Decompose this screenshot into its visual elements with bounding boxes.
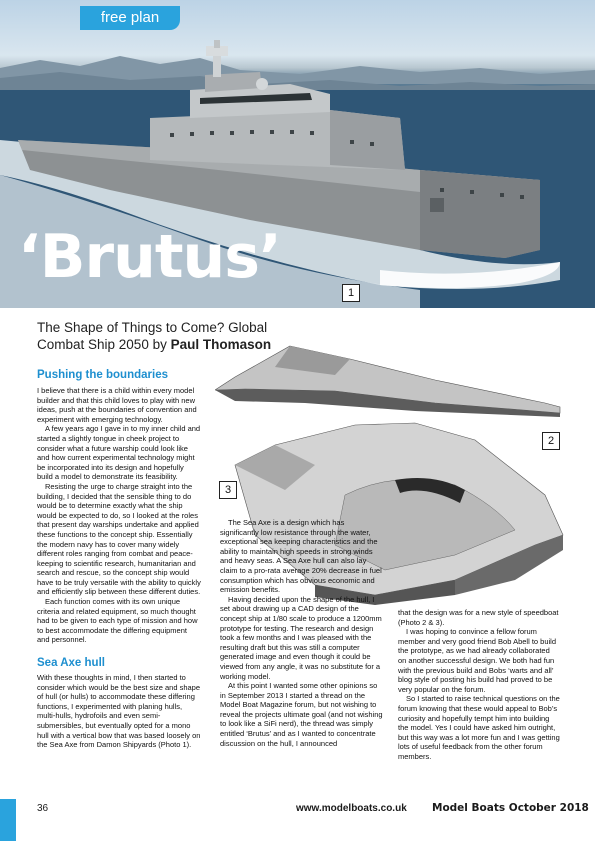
heading-sea-axe-hull: Sea Axe hull	[37, 657, 105, 669]
magazine-issue: Model Boats October 2018	[432, 802, 589, 814]
col1-paragraph: Resisting the urge to charge straight into the building, I decided that the sensible thing to do would be to determine exactly what the ship would be expected to do, so I looked at the roles that present day warships undertake and applied these functions to the concept ship. Essentially the modern navy has to cover many widely different roles ranging from combat and peace-keeping to scientific research, humanitarian and search and rescue, so the concept ship would have to be truly versatile with the ability to quickly and efficiently slip between these different duties.	[37, 481, 201, 597]
col2-paragraph: The Sea Axe is a design which has significantly low resistance through the water, exceptional sea keeping characteristics and the ability to maintain high speeds in strong winds and heavy seas. A Sea Axe hull can also lay claim to a pro-rata average 20% decrease in fuel consumption which has obvious economic and emission benefits.	[220, 518, 382, 595]
body-column-2	[220, 518, 384, 748]
page-number: 36	[37, 803, 49, 814]
body-column-1b	[37, 673, 201, 750]
photo-label-2: 2	[542, 432, 560, 450]
col3-paragraph: that the design was for a new style of speedboat (Photo 2 & 3).	[398, 608, 559, 627]
deck-text: The Shape of Things to Come? Global Combat Ship 2050 by	[37, 320, 268, 352]
hull-drawing-figure-2	[215, 346, 560, 417]
col3-paragraph: I was hoping to convince a fellow forum member and very good friend Bob Abell to build the prototype, as we had already collaborated on another successful design. We both had fun with the previous build and Bobs ‘warts and all’ blog style of posting his build had proved to be very popular on the forum.	[398, 627, 557, 694]
body-column-3	[398, 608, 560, 762]
col2-paragraph: Having decided upon the shape of the hull, I set about drawing up a CAD design of the concept ship at 1/80 scale to produce a 1200mm prototype for testing. The research and design took a few months and I was pleased with the resulting draft but this was still a computer generated image and even though it could be viewed from any angle, it was no substitute for a working model.	[220, 594, 382, 681]
col2-paragraph: At this point I wanted some other opinions so in September 2013 I started a thread on the Model Boat Magazine forum, but not wishing to reveal the projects ultimate goal (and not wishing to look like a SiFi nerd), the thread was simply entitled ‘Brutus’ and as I wanted to concentrate discussion on the hull, I announced	[220, 681, 383, 748]
footer-accent-bar	[0, 799, 16, 841]
hero-photo	[0, 0, 595, 308]
col1-paragraph: A few years ago I gave in to my inner child and started a slightly tongue in cheek project to consider what a future warship could look like and how current experimental technology might be incorporated into its design and hopefully build a model to demonstrate its feasibility.	[37, 424, 201, 482]
col1-paragraph: With these thoughts in mind, I then started to consider which would be the best size and shape of hull (or hulls) to accommodate these differing functions, I experimented with planing hulls, multi-hulls, hydrofoils and even semi-submersibles, but eventually opted for a mono hull with a vertical bow that was based loosely on the Sea Axe from Damon Shipyards (Photo 1).	[37, 673, 201, 750]
website-url[interactable]: www.modelboats.co.uk	[296, 803, 407, 814]
section-tag: free plan	[80, 6, 180, 30]
photo-label-1: 1	[342, 284, 360, 302]
col3-paragraph: So I started to raise technical questions on the forum knowing that these would appeal to Bob’s curiosity and hopefully tempt him into building the model. Yes I could have asked him outright, but this way was a lot more fun and I was getting lots of useful feedback from the other forum members.	[398, 694, 560, 761]
author-name: Paul Thomason	[170, 337, 272, 352]
photo-label-3: 3	[219, 481, 237, 499]
body-column-1	[37, 386, 201, 645]
article-title: ‘Brutus’	[18, 222, 281, 292]
col1-paragraph: I believe that there is a child within every model builder and that this child loves to play with new ideas, push at the boundaries of convention and experiment with emerging technology.	[37, 386, 197, 424]
col1-paragraph: Each function comes with its own unique criteria and related equipment, so much thought had to be given to each type of mission and how to best accommodate the differing equipment and personnel.	[37, 597, 198, 645]
heading-pushing-boundaries: Pushing the boundaries	[37, 369, 168, 381]
